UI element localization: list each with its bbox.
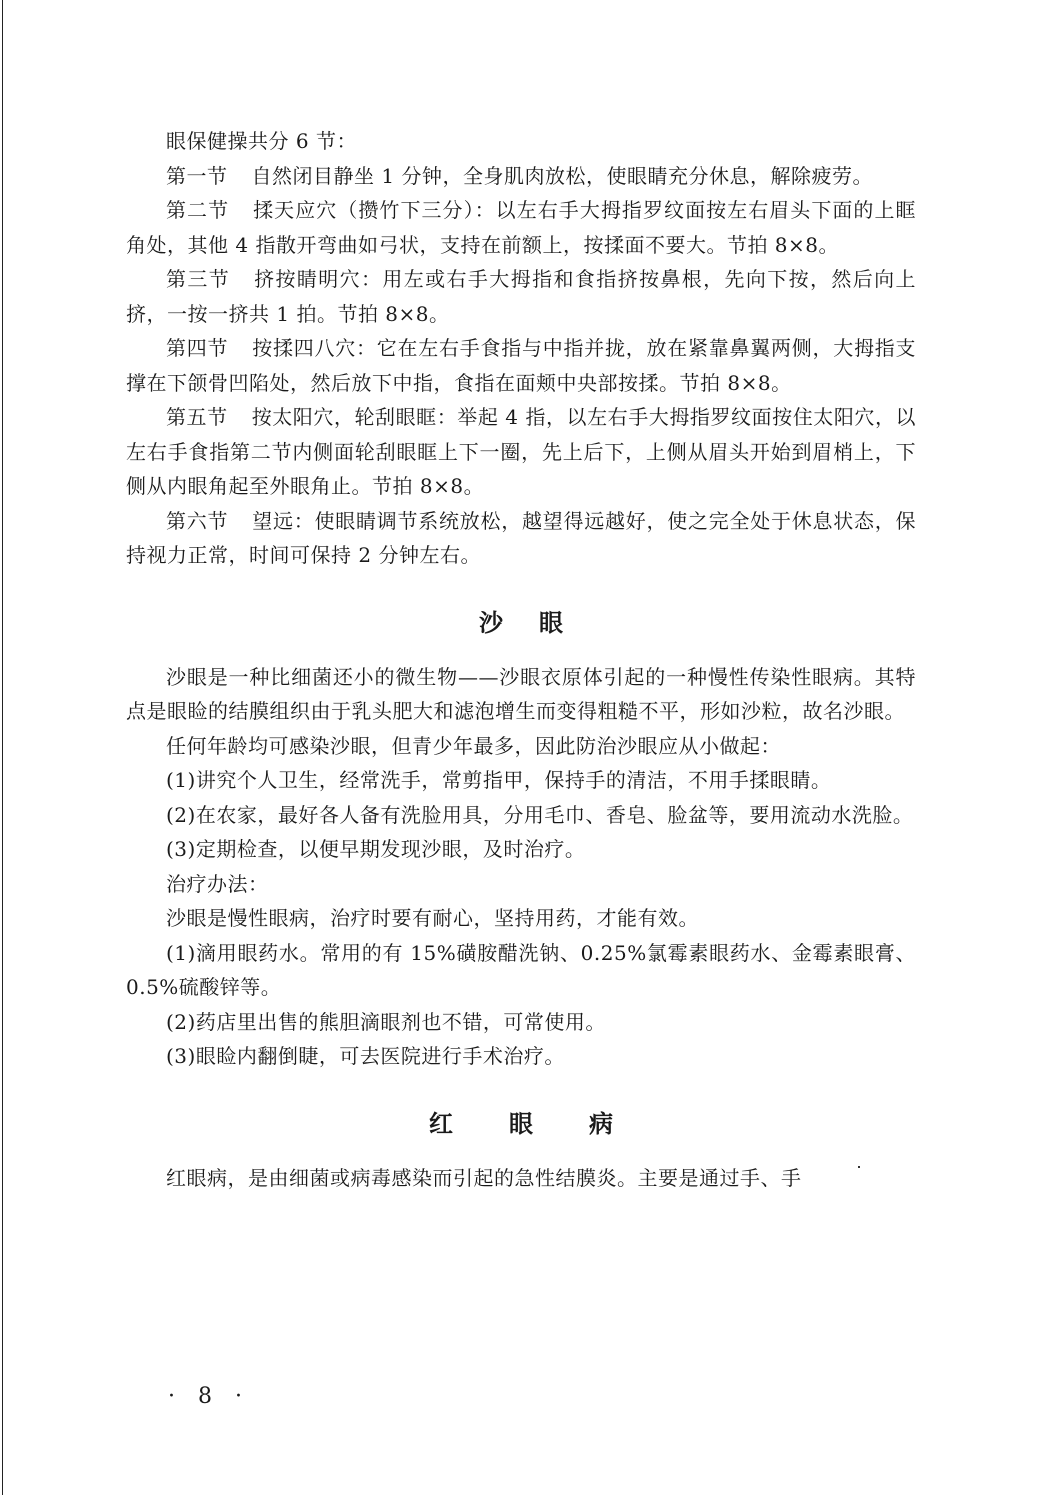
trachoma-paragraph: 治疗办法： <box>166 871 269 896</box>
section-label: 第一节 <box>166 163 228 188</box>
section-text: 自然闭目静坐 1 分钟，全身肌肉放松，使眼睛充分休息，解除疲劳。 <box>251 163 873 188</box>
section-text: 揉天应穴（攒竹下三分）：以左右手大拇指罗纹面按左右眉头下面的上眶角处，其他 4 指散开弯曲如弓状，支持在前额上，按揉面不要大。节拍 8×8。 <box>126 198 917 257</box>
trachoma-paragraph: (3)眼睑内翻倒睫，可去医院进行手术治疗。 <box>166 1044 565 1068</box>
section-text: 按揉四八穴：它在左右手食指与中指并拢，放在紧靠鼻翼两侧，大拇指支撑在下颌骨凹陷处，然后放下中指，食指在面颊中央部按揉。节拍 8×8。 <box>126 336 916 395</box>
page-content <box>126 124 916 1195</box>
trachoma-paragraph: 沙眼是慢性眼病，治疗时要有耐心，坚持用药，才能有效。 <box>166 906 699 930</box>
section-text: 望远：使眼睛调节系统放松，越望得远越好，使之完全处于休息状态，保持视力正常，时间可保持 2 分钟左右。 <box>126 508 916 567</box>
section-label: 第四节 <box>166 336 229 360</box>
scan-speck <box>858 1166 860 1168</box>
section-1 <box>126 159 916 194</box>
section-5 <box>126 400 916 504</box>
trachoma-heading: 沙 眼 <box>479 608 563 637</box>
section-label: 第六节 <box>166 508 229 533</box>
eye-exercise-intro: 眼保健操共分 6 节： <box>166 129 357 153</box>
section-label: 第三节 <box>166 267 231 291</box>
trachoma-paragraph: 任何年龄均可感染沙眼，但青少年最多，因此防治沙眼应从小做起： <box>166 733 781 758</box>
section-3 <box>126 262 916 331</box>
trachoma-paragraph: (3)定期检查，以便早期发现沙眼，及时治疗。 <box>166 837 586 861</box>
trachoma-paragraph: (2)药店里出售的熊胆滴眼剂也不错，可常使用。 <box>166 1009 606 1034</box>
section-2 <box>126 193 916 262</box>
section-6 <box>126 504 916 573</box>
section-text: 挤按睛明穴：用左或右手大拇指和食指挤按鼻根，先向下按，然后向上挤，一按一挤共 1 拍。节拍 8×8。 <box>126 267 917 326</box>
pinkeye-heading: 红 眼 病 <box>429 1109 613 1138</box>
trachoma-paragraph: (1)滴用眼药水。常用的有 15%磺胺醋洗钠、0.25%氯霉素眼药水、金霉素眼膏、0.5%硫酸锌等。 <box>126 940 916 999</box>
section-text: 按太阳穴，轮刮眼眶：举起 4 指，以左右手大拇指罗纹面按住太阳穴，以左右手食指第二节内侧面轮刮眼眶上下一圈，先上后下，上侧从眉头开始到眉梢上，下侧从内眼角起至外眼角止。节拍 8×8。 <box>126 405 916 498</box>
section-label: 第二节 <box>166 198 230 222</box>
page-number: · 8 · <box>168 1384 250 1409</box>
section-label: 第五节 <box>166 405 228 429</box>
trachoma-paragraph: 沙眼是一种比细菌还小的微生物——沙眼衣原体引起的一种慢性传染性眼病。其特点是眼睑的结膜组织由于乳头肥大和滤泡增生而变得粗糙不平，形如沙粒，故名沙眼。 <box>126 664 916 723</box>
pinkeye-paragraph: 红眼病，是由细菌或病毒感染而引起的急性结膜炎。主要是通过手、手 <box>166 1165 802 1190</box>
trachoma-paragraph: (2)在农家，最好各人备有洗脸用具，分用毛巾、香皂、脸盆等，要用流动水洗脸。 <box>166 802 914 827</box>
trachoma-paragraph: (1)讲究个人卫生，经常洗手，常剪指甲，保持手的清洁，不用手揉眼睛。 <box>166 768 832 792</box>
section-4 <box>126 331 916 400</box>
page-edge-line <box>2 0 3 1495</box>
